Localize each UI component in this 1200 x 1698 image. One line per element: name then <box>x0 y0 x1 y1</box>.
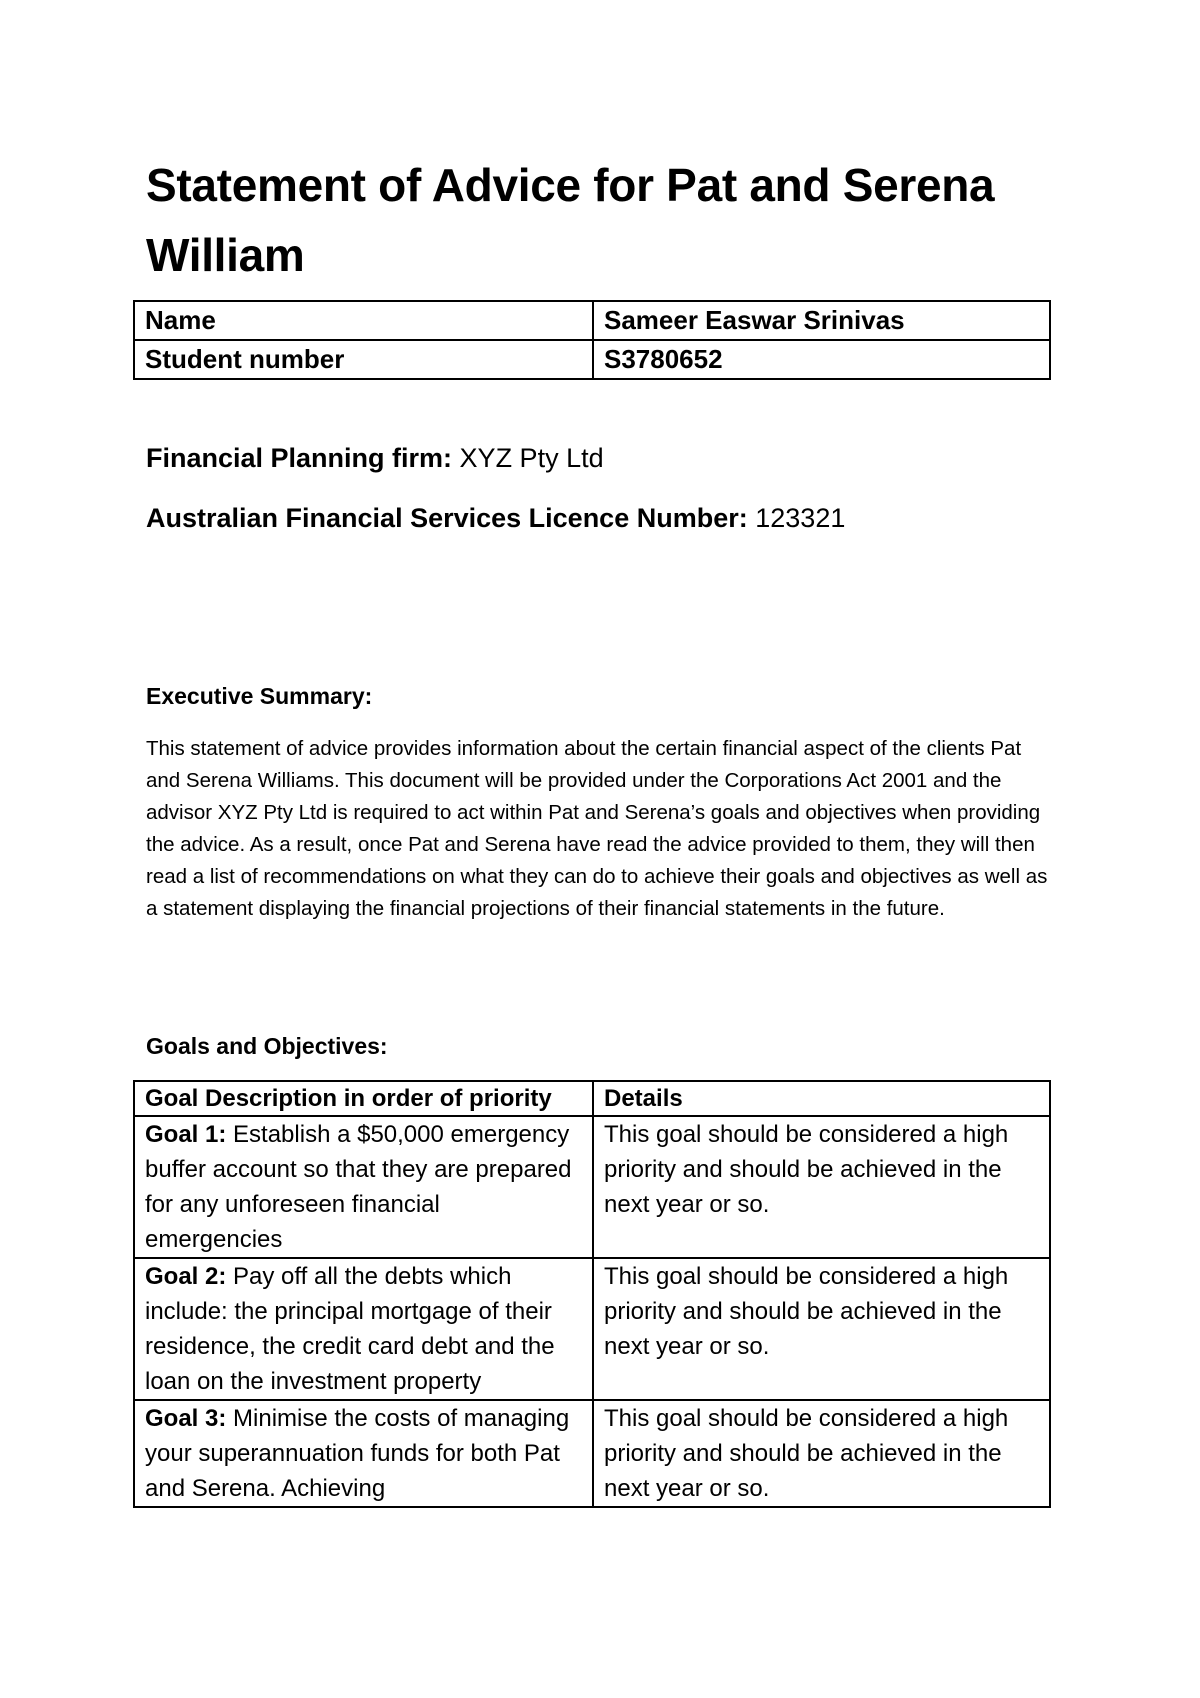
table-header-row <box>134 1081 1050 1116</box>
table-row <box>134 340 1050 379</box>
student-info-table <box>133 300 1051 380</box>
firm-value: XYZ Pty Ltd <box>459 443 604 473</box>
goal-details: This goal should be considered a high priority and should be achieved in the next year or so. <box>593 1116 1050 1258</box>
executive-summary-text: This statement of advice provides information about the certain financial aspect of the clients Pat and Serena Williams. This document will be provided under the Corporations Act 2001 and the advisor XYZ Pty Ltd is required to act within Pat and Serena’s goals and objectives when providing the advice. As a result, once Pat and Serena have read the advice provided to them, they will then read a list of recommendations on what they can do to achieve their goals and objectives as well as a statement displaying the financial projections of their financial statements in the future. <box>146 737 1048 920</box>
goal-description-cell <box>134 1258 593 1400</box>
table-row <box>134 1400 1050 1507</box>
info-value: S3780652 <box>593 340 1050 379</box>
table-row <box>134 301 1050 340</box>
goal-label: Goal 2: <box>145 1263 227 1290</box>
goal-label: Goal 3: <box>145 1405 227 1432</box>
goal-description: Pay off all the debts which include: the principal mortgage of their residence, the credit card debt and the loan on the investment property <box>145 1263 555 1395</box>
goals-heading: Goals and Objectives: <box>146 1033 388 1059</box>
goal-label: Goal 1: <box>145 1121 227 1148</box>
licence-line <box>146 503 845 534</box>
table-row <box>134 1258 1050 1400</box>
table-row <box>134 1116 1050 1258</box>
info-label: Name <box>134 301 593 340</box>
firm-label: Financial Planning firm: <box>146 443 453 473</box>
column-header-details: Details <box>593 1081 1050 1116</box>
goal-description: Minimise the costs of managing your superannuation funds for both Pat and Serena. Achieving <box>145 1405 570 1502</box>
firm-line <box>146 443 604 474</box>
goal-details: This goal should be considered a high priority and should be achieved in the next year or so. <box>593 1400 1050 1507</box>
licence-value: 123321 <box>755 503 846 533</box>
executive-summary-heading: Executive Summary: <box>146 683 373 709</box>
column-header-description: Goal Description in order of priority <box>134 1081 593 1116</box>
goal-description: Establish a $50,000 emergency buffer account so that they are prepared for any unforeseen financial emergencies <box>145 1121 572 1253</box>
info-label: Student number <box>134 340 593 379</box>
document-title: Statement of Advice for Pat and Serena William <box>146 159 995 281</box>
goal-details: This goal should be considered a high priority and should be achieved in the next year or so. <box>593 1258 1050 1400</box>
licence-label: Australian Financial Services Licence Number: <box>146 503 748 533</box>
goal-description-cell <box>134 1116 593 1258</box>
goals-table <box>133 1080 1051 1508</box>
goal-description-cell <box>134 1400 593 1507</box>
info-value: Sameer Easwar Srinivas <box>593 301 1050 340</box>
